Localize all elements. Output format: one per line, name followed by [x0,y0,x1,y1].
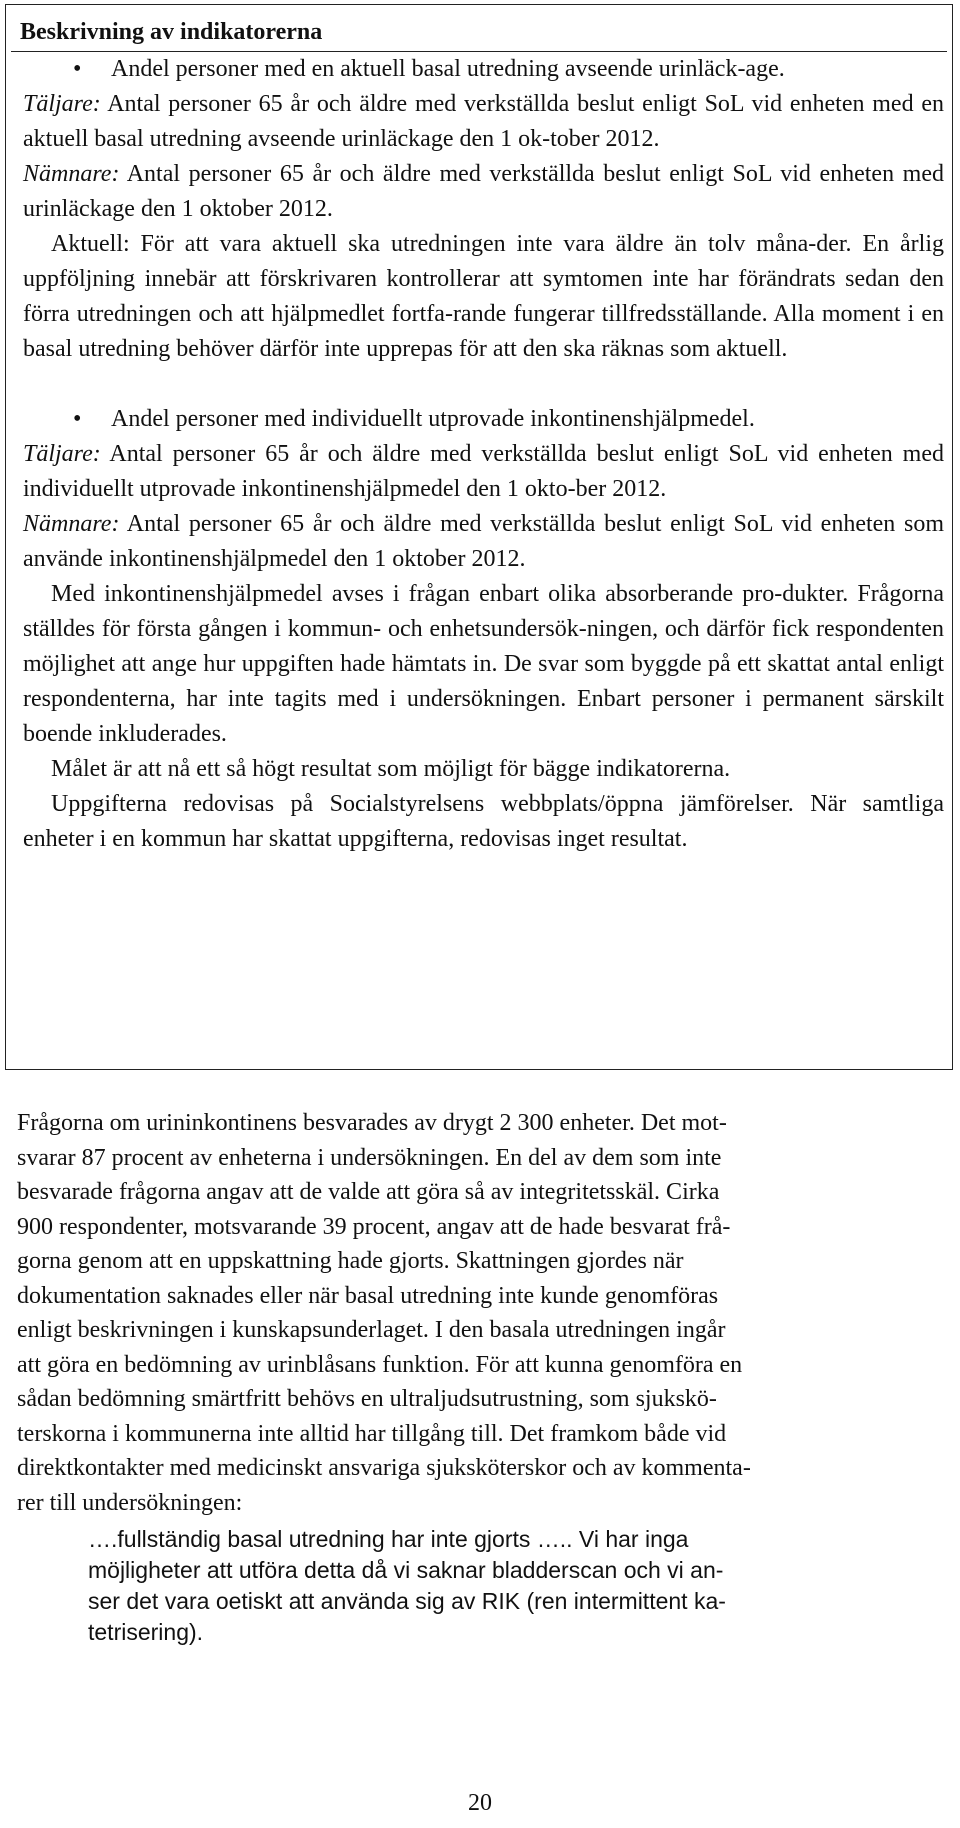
bullet-icon: • [73,56,82,82]
body-line: svarar 87 procent av enheterna i undersökningen. En del av dem som inte [17,1144,722,1171]
taljare-label: Täljare: [23,91,101,117]
taljare-text: Antal personer 65 år och äldre med verkställda beslut enligt SoL vid enheten med individuellt utprovade inkontinenshjälpmedel den 1 okto-ber 2012. [23,441,944,502]
quote-line: ser det vara oetiskt att använda sig av RIK (ren intermittent ka- [88,1588,726,1614]
box-content [23,52,944,857]
indicator-2-title: Andel personer med individuellt utprovade inkontinenshjälpmedel. [111,406,755,432]
body-line: sådan bedömning smärtfritt behövs en ultraljudsutrustning, som sjukskö- [17,1386,717,1412]
body-line: 900 respondenter, motsvarande 39 procent, angav att de hade besvarat frå- [17,1213,731,1240]
indicator-2-bullet [23,402,944,437]
box-title: Beskrivning av indikatorerna [20,19,323,45]
body-line: att göra en bedömning av urinblåsans funktion. För att kunna genomföra en [17,1351,743,1378]
page-number: 20 [468,1790,492,1816]
body-line: rer till undersökningen: [17,1489,243,1516]
indicator-2-namnare [23,507,944,577]
quote-line: ….fullständig basal utredning har inte gjorts ….. Vi har inga [88,1526,689,1552]
indicator-1-namnare [23,157,944,227]
quote-line: möjligheter att utföra detta då vi saknar bladderscan och vi an- [88,1557,724,1583]
indicator-description-box [5,4,953,1070]
indicator-1-aktuell: Aktuell: För att vara aktuell ska utredningen inte vara äldre än tolv måna-der. En årlig uppföljning innebär att förskrivaren kontrollerar att symtomen inte har förändrats sedan den förra utredningen och att hjälpmedlet fortfa-rande fungerar tillfredsställande. Alla moment i en basal utredning behöver därför inte upprepas för att den ska räknas som aktuell. [23,231,944,362]
bullet-icon: • [73,406,82,432]
namnare-label: Nämnare: [23,511,120,537]
body-line: terskorna i kommunerna inte alltid har tillgång till. Det framkom både vid [17,1420,727,1447]
body-line: enligt beskrivningen i kunskapsunderlaget. I den basala utredningen ingår [17,1317,726,1343]
namnare-text: Antal personer 65 år och äldre med verkställda beslut enligt SoL vid enheten med urinläckage den 1 oktober 2012. [23,161,944,222]
body-line: direktkontakter med medicinskt ansvariga sjuksköterskor och av kommenta- [17,1455,751,1481]
namnare-label: Nämnare: [23,161,120,187]
taljare-label: Täljare: [23,441,101,467]
body-paragraph [17,1106,917,1520]
body-line: besvarade frågorna angav att de valde att göra så av integritetsskäl. Cirka [17,1179,720,1205]
quote-line: tetrisering). [88,1619,204,1645]
box-title-row [11,10,947,52]
goal-statement: Målet är att nå ett så högt resultat som möjligt för bägge indikatorerna. [51,756,731,782]
indicator-1-title: Andel personer med en aktuell basal utredning avseende urinläck-age. [111,56,785,82]
indicator-1-bullet [23,52,944,87]
indicator-2-taljare [23,437,944,507]
body-line: gorna genom att en uppskattning hade gjorts. Skattningen gjordes när [17,1248,684,1274]
spacer [23,367,944,402]
indicator-2-definition: Med inkontinenshjälpmedel avses i frågan enbart olika absorberande pro-dukter. Frågorna ställdes för första gången i kommun- och enhetsundersök-ningen, och därför fick respondenten möjlighet att ange hur uppgiften hade hämtats in. De svar som byggde på ett skattat antal enligt respondenterna, har inte tagits med i undersökningen. Enbart personer i permanent särskilt boende inkluderades. [23,581,944,747]
reporting-note: Uppgifterna redovisas på Socialstyrelsens webbplats/öppna jämförelser. När samtliga enheter i en kommun har skattat uppgifterna, redovisas inget resultat. [23,791,944,852]
namnare-text: Antal personer 65 år och äldre med verkställda beslut enligt SoL vid enheten som använde inkontinenshjälpmedel den 1 oktober 2012. [23,511,944,572]
respondent-quote [88,1524,860,1648]
body-line: dokumentation saknades eller när basal utredning inte kunde genomföras [17,1282,719,1309]
body-line: Frågorna om urininkontinens besvarades av drygt 2 300 enheter. Det mot- [17,1110,727,1136]
taljare-text: Antal personer 65 år och äldre med verkställda beslut enligt SoL vid enheten med en aktuell basal utredning avseende urinläckage den 1 ok-tober 2012. [23,91,944,152]
indicator-1-taljare [23,87,944,157]
